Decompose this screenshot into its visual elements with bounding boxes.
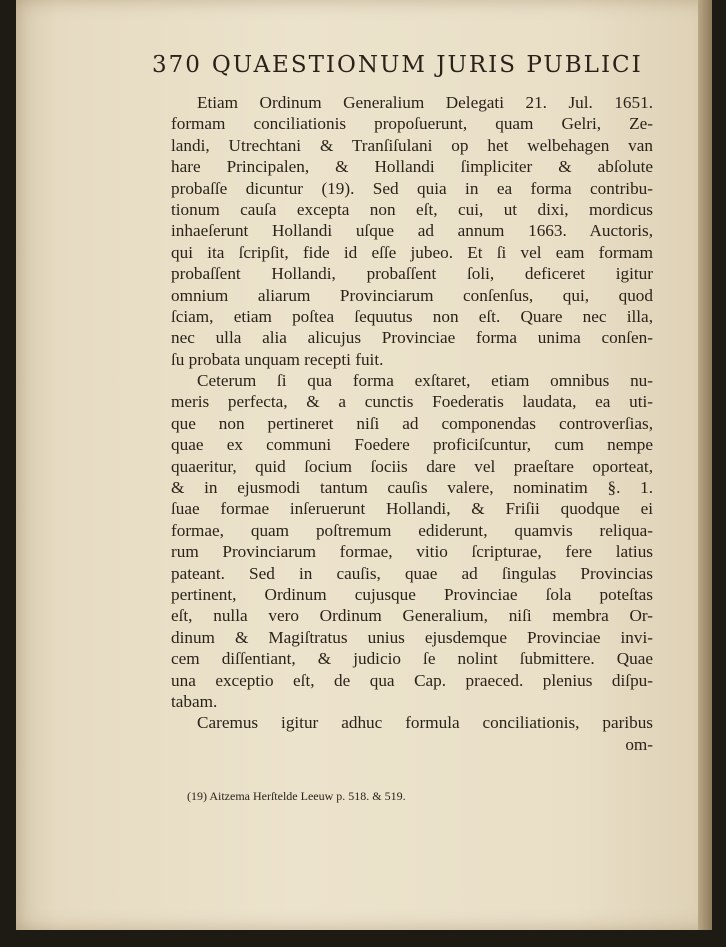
text-line: pateant. Sed in cauſis, quae ad ſingulas Provincias (171, 563, 653, 583)
text-line: Etiam Ordinum Generalium Delegati 21. Jul. 1651. (197, 93, 653, 112)
text-line: tionum cauſa excepta non eſt, cui, ut dixi, mordicus (171, 199, 653, 219)
text-line: landi, Utrechtani & Tranſiſulani op het welbehagen van (171, 135, 653, 155)
text-line: formae, quam poſtremum ediderunt, quamvis reliqua- (171, 520, 653, 540)
text-line: formam conciliationis propoſuerunt, quam Gelri, Ze- (171, 114, 653, 134)
text-line: & in ejusmodi tantum cauſis valere, nominatim §. 1. (171, 478, 653, 498)
text-line: dinum & Magiſtratus unius ejusdemque Provinciae invi- (171, 627, 653, 647)
body-text (171, 92, 653, 755)
text-line: que non pertineret niſi ad componendas controverſias, (171, 413, 653, 433)
text-line: hare Principalen, & Hollandi ſimpliciter & abſolute (171, 157, 653, 177)
text-line: pertinent, Ordinum cujusque Provinciae ſola poteſtas (171, 584, 653, 604)
footnote: (19) Aitzema Herſtelde Leeuw p. 518. & 519. (187, 789, 406, 803)
text-line: cem diſſentiant, & judicio ſe nolint ſubmittere. Quae (171, 649, 653, 669)
text-line: una exceptio eſt, de qua Cap. praeced. plenius diſpu- (171, 670, 653, 690)
running-title: QUAESTIONUM JURIS PUBLICI (211, 52, 643, 78)
text-line: nec ulla alia alicujus Provinciae forma unima conſen- (171, 328, 653, 348)
text-line: eſt, nulla vero Ordinum Generalium, niſi membra Or- (171, 606, 653, 626)
text-line: ſuae formae inſeruerunt Hollandi, & Friſii quodque ei (171, 499, 653, 519)
text-line: probaſſe dicuntur (19). Sed quia in ea forma contribu- (171, 178, 653, 198)
text-line: omnium aliarum Provinciarum conſenſus, qui, quod (171, 285, 653, 305)
text-line: inhaeſerunt Hollandi uſque ad annum 1663. Auctoris, (171, 221, 653, 241)
text-line: quae ex communi Foedere proficiſcuntur, cum nempe (171, 435, 653, 455)
text-line: ſciam, etiam poſtea ſequutus non eſt. Quare nec illa, (171, 306, 653, 326)
text-line: ſu probata unquam recepti fuit. (171, 349, 384, 369)
running-header (152, 52, 643, 78)
text-line: tabam. (171, 691, 218, 711)
text-line: probaſſent Hollandi, probaſſent ſoli, deficeret igitur (171, 264, 653, 284)
text-line: meris perfecta, & a cunctis Foederatis laudata, ea uti- (171, 392, 653, 412)
text-line: quaeritur, quid ſocium ſociis dare vel praeſtare oporteat, (171, 456, 653, 476)
catchword: om- (625, 734, 653, 754)
text-line: qui ita ſcripſit, fide id eſſe jubeo. Et ſi vel eam formam (171, 242, 653, 262)
page-gutter (698, 0, 712, 930)
text-line: Caremus igitur adhuc formula conciliationis, paribus (197, 713, 653, 733)
page-number: 370 (152, 52, 202, 78)
text-line: Ceterum ſi qua forma exſtaret, etiam omnibus nu- (197, 371, 653, 391)
text-line: rum Provinciarum formae, vitio ſcripturae, fere latius (171, 542, 653, 562)
